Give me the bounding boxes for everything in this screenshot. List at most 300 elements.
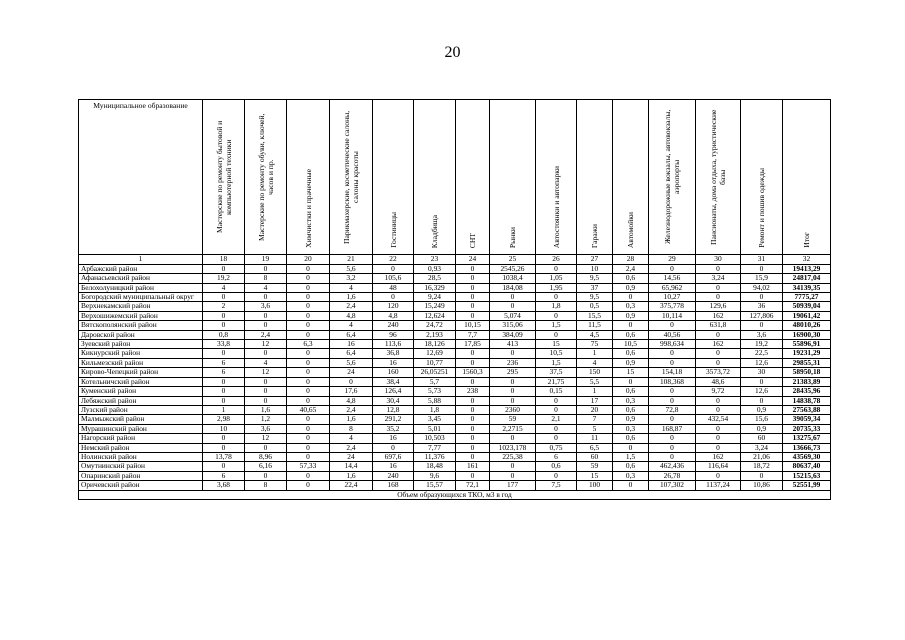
value-cell: 94,02 [741, 283, 783, 292]
value-cell: 16,329 [414, 283, 456, 292]
value-cell: 0 [536, 311, 577, 320]
column-header [414, 100, 456, 255]
value-cell: 30 [741, 368, 783, 377]
value-cell: 5,73 [414, 387, 456, 396]
municipality-name: Котельничский район [79, 377, 203, 386]
value-cell: 0 [536, 264, 577, 273]
value-cell: 0 [203, 396, 245, 405]
value-cell: 7 [577, 415, 613, 424]
table-row [79, 321, 831, 330]
municipality-name: Опаринский район [79, 471, 203, 480]
value-cell: 0 [287, 415, 330, 424]
value-cell: 0 [373, 293, 414, 302]
value-cell: 0 [649, 415, 696, 424]
value-cell: 12,6 [741, 387, 783, 396]
value-cell: 240 [373, 471, 414, 480]
value-cell: 0 [741, 264, 783, 273]
value-cell: 30,4 [373, 396, 414, 405]
table-row [79, 396, 831, 405]
value-cell: 0,9 [613, 415, 649, 424]
value-cell: 0 [287, 434, 330, 443]
value-cell: 6,4 [330, 330, 373, 339]
value-cell: 22,4 [330, 481, 373, 490]
value-cell: 631,8 [696, 321, 741, 330]
total-cell: 13666,73 [783, 443, 831, 452]
value-cell: 5,88 [414, 396, 456, 405]
value-cell: 2 [203, 302, 245, 311]
value-cell: 0 [287, 471, 330, 480]
value-cell: 462,436 [649, 462, 696, 471]
value-cell: 12,8 [373, 405, 414, 414]
value-cell: 18,48 [414, 462, 456, 471]
value-cell: 1,05 [536, 274, 577, 283]
value-cell: 0 [490, 462, 536, 471]
total-cell: 7775,27 [783, 293, 831, 302]
value-cell: 59 [577, 462, 613, 471]
table-row [79, 264, 831, 273]
value-cell: 0 [245, 321, 287, 330]
value-cell: 3,2 [330, 274, 373, 283]
value-cell: 72,8 [649, 405, 696, 414]
value-cell: 0,6 [613, 405, 649, 414]
value-cell: 0 [287, 330, 330, 339]
value-cell: 1,8 [536, 302, 577, 311]
value-cell: 10,503 [414, 434, 456, 443]
value-cell: 0,9 [613, 358, 649, 367]
value-cell: 26,78 [649, 471, 696, 480]
value-cell: 0 [287, 293, 330, 302]
value-cell: 10,5 [536, 349, 577, 358]
value-cell: 0 [696, 396, 741, 405]
value-cell: 0,6 [613, 434, 649, 443]
total-cell: 13275,67 [783, 434, 831, 443]
value-cell: 60 [577, 452, 613, 461]
column-number: 22 [373, 255, 414, 264]
value-cell: 160 [373, 368, 414, 377]
value-cell: 154,18 [649, 368, 696, 377]
value-cell: 0,5 [577, 302, 613, 311]
value-cell: 0,6 [613, 349, 649, 358]
page-number: 20 [444, 44, 461, 61]
value-cell: 384,09 [490, 330, 536, 339]
value-cell: 8,96 [245, 452, 287, 461]
value-cell: 2545,26 [490, 264, 536, 273]
column-header-label: Гаражи [590, 223, 599, 248]
column-header [577, 100, 613, 255]
value-cell: 1,2 [245, 415, 287, 424]
value-cell: 12,624 [414, 311, 456, 320]
value-cell: 15 [577, 471, 613, 480]
table-row [79, 358, 831, 367]
value-cell: 24 [330, 368, 373, 377]
value-cell: 3,6 [245, 424, 287, 433]
value-cell: 38,4 [373, 377, 414, 386]
value-cell: 26,05251 [414, 368, 456, 377]
value-cell: 15,9 [741, 274, 783, 283]
value-cell: 0,15 [536, 387, 577, 396]
value-cell: 10 [203, 424, 245, 433]
column-number: 27 [577, 255, 613, 264]
value-cell: 120 [373, 302, 414, 311]
column-header-label: Итог [802, 232, 811, 248]
value-cell: 0 [456, 302, 490, 311]
value-cell: 697,6 [373, 452, 414, 461]
value-cell: 0 [456, 405, 490, 414]
column-header [287, 100, 330, 255]
total-cell: 19413,29 [783, 264, 831, 273]
value-cell: 108,368 [649, 377, 696, 386]
value-cell: 0 [456, 311, 490, 320]
value-cell: 10,15 [456, 321, 490, 330]
value-cell: 0 [696, 283, 741, 292]
value-cell: 24,72 [414, 321, 456, 330]
value-cell: 37,5 [536, 368, 577, 377]
value-cell: 4,5 [577, 330, 613, 339]
value-cell: 4,8 [330, 396, 373, 405]
value-cell: 9,6 [414, 471, 456, 480]
value-cell: 0 [245, 264, 287, 273]
value-cell: 0 [649, 264, 696, 273]
value-cell: 0 [203, 443, 245, 452]
value-cell: 7,5 [536, 481, 577, 490]
column-header [613, 100, 649, 255]
value-cell: 0 [245, 471, 287, 480]
value-cell: 100 [577, 481, 613, 490]
table-row [79, 368, 831, 377]
value-cell: 5,6 [330, 358, 373, 367]
municipality-name: Даровской район [79, 330, 203, 339]
municipality-name: Белохолуницкий район [79, 283, 203, 292]
value-cell: 236 [490, 358, 536, 367]
column-header-label: Железнодорожные вокзалы, автовокзалы, аэропорты [663, 109, 681, 245]
value-cell: 127,806 [741, 311, 783, 320]
value-cell: 0 [287, 274, 330, 283]
value-cell: 10,77 [414, 358, 456, 367]
value-cell: 16 [373, 462, 414, 471]
value-cell: 9,5 [577, 293, 613, 302]
value-cell: 107,302 [649, 481, 696, 490]
value-cell: 0 [287, 358, 330, 367]
column-header [696, 100, 741, 255]
value-cell: 0 [287, 377, 330, 386]
value-cell: 36,8 [373, 349, 414, 358]
value-cell: 0 [203, 349, 245, 358]
value-cell: 0 [287, 368, 330, 377]
value-cell: 0 [456, 293, 490, 302]
value-cell: 432,54 [696, 415, 741, 424]
value-cell: 12 [245, 434, 287, 443]
value-cell: 162 [696, 311, 741, 320]
value-cell: 36 [741, 302, 783, 311]
total-cell: 19061,42 [783, 311, 831, 320]
value-cell: 0 [536, 471, 577, 480]
value-cell: 1560,3 [456, 368, 490, 377]
value-cell: 15,249 [414, 302, 456, 311]
column-header-label: Химчистки и прачечные [303, 169, 313, 248]
value-cell: 15,5 [577, 311, 613, 320]
value-cell: 375,778 [649, 302, 696, 311]
value-cell: 0 [203, 462, 245, 471]
value-cell: 0 [287, 396, 330, 405]
municipality-name: Кикнурский район [79, 349, 203, 358]
value-cell: 0 [696, 471, 741, 480]
value-cell: 16 [373, 434, 414, 443]
value-cell: 162 [696, 452, 741, 461]
value-cell: 0 [330, 377, 373, 386]
column-number: 20 [287, 255, 330, 264]
value-cell: 4 [577, 358, 613, 367]
value-cell: 1,5 [613, 452, 649, 461]
total-cell: 15215,63 [783, 471, 831, 480]
value-cell: 0 [490, 293, 536, 302]
value-cell: 12,6 [741, 358, 783, 367]
value-cell: 13,78 [203, 452, 245, 461]
value-cell: 0 [649, 434, 696, 443]
value-cell: 161 [456, 462, 490, 471]
value-cell: 0,6 [613, 462, 649, 471]
column-numbers-row [79, 255, 831, 264]
value-cell: 6,3 [287, 340, 330, 349]
value-cell: 40,65 [287, 405, 330, 414]
value-cell: 162 [696, 340, 741, 349]
value-cell: 17,85 [456, 340, 490, 349]
value-cell: 1,95 [536, 283, 577, 292]
value-cell: 4 [245, 358, 287, 367]
municipality-name: Омутнинский район [79, 462, 203, 471]
column-header-label: Мастерские по ремонту бытовой и компьютерной техники [214, 120, 233, 234]
value-cell: 0,3 [613, 302, 649, 311]
column-header-label: СНТ [468, 232, 477, 248]
value-cell: 0 [287, 302, 330, 311]
value-cell: 18,72 [741, 462, 783, 471]
value-cell: 15 [613, 368, 649, 377]
value-cell: 1 [577, 387, 613, 396]
table-row [79, 293, 831, 302]
value-cell: 0,9 [613, 283, 649, 292]
value-cell: 168 [373, 481, 414, 490]
value-cell: 150 [577, 368, 613, 377]
value-cell: 0 [203, 264, 245, 273]
table-row [79, 405, 831, 414]
total-cell: 34139,35 [783, 283, 831, 292]
value-cell: 0 [287, 283, 330, 292]
column-number: 23 [414, 255, 456, 264]
value-cell: 5,074 [490, 311, 536, 320]
value-cell: 24 [330, 452, 373, 461]
value-cell: 0 [613, 377, 649, 386]
value-cell: 3,68 [203, 481, 245, 490]
value-cell: 0,6 [613, 387, 649, 396]
value-cell: 4 [330, 321, 373, 330]
value-cell: 168,87 [649, 424, 696, 433]
table-row [79, 452, 831, 461]
value-cell: 0 [456, 349, 490, 358]
value-cell: 2,1 [536, 415, 577, 424]
value-cell: 5,01 [414, 424, 456, 433]
value-cell: 1023,178 [490, 443, 536, 452]
value-cell: 3,6 [741, 330, 783, 339]
total-cell: 20735,33 [783, 424, 831, 433]
value-cell: 0 [456, 358, 490, 367]
value-cell: 3,24 [696, 274, 741, 283]
column-header [203, 100, 245, 255]
value-cell: 0 [203, 311, 245, 320]
value-cell: 0 [287, 481, 330, 490]
value-cell: 1 [577, 349, 613, 358]
value-cell: 295 [490, 368, 536, 377]
value-cell: 291,2 [373, 415, 414, 424]
tko-volume-table [78, 99, 831, 500]
value-cell: 3573,72 [696, 368, 741, 377]
value-cell: 1,5 [536, 321, 577, 330]
municipality-name: Верхнекамский район [79, 302, 203, 311]
value-cell: 17,6 [330, 387, 373, 396]
value-cell: 5,5 [577, 377, 613, 386]
value-cell: 0 [287, 311, 330, 320]
value-cell: 0 [649, 349, 696, 358]
value-cell: 1,8 [414, 405, 456, 414]
table-row [79, 415, 831, 424]
value-cell: 4 [330, 283, 373, 292]
column-number: 1 [79, 255, 203, 264]
value-cell: 6,5 [577, 443, 613, 452]
value-cell: 2,98 [203, 415, 245, 424]
municipality-name: Кирово-Чепецкий район [79, 368, 203, 377]
value-cell: 1,6 [245, 405, 287, 414]
value-cell: 28,5 [414, 274, 456, 283]
value-cell: 0 [696, 293, 741, 302]
value-cell: 2,2715 [490, 424, 536, 433]
table-row [79, 377, 831, 386]
value-cell: 10 [577, 264, 613, 273]
value-cell: 11 [577, 434, 613, 443]
municipality-name: Оричевский район [79, 481, 203, 490]
value-cell: 0,9 [741, 424, 783, 433]
value-cell: 0 [245, 293, 287, 302]
value-cell: 2,4 [613, 264, 649, 273]
value-cell: 0 [536, 424, 577, 433]
value-cell: 105,6 [373, 274, 414, 283]
total-cell: 52551,99 [783, 481, 831, 490]
value-cell: 0 [741, 321, 783, 330]
value-cell: 0 [456, 452, 490, 461]
value-cell: 16 [373, 358, 414, 367]
total-cell: 19231,29 [783, 349, 831, 358]
value-cell: 0 [613, 443, 649, 452]
value-cell: 6 [536, 452, 577, 461]
value-cell: 116,64 [696, 462, 741, 471]
value-cell: 184,08 [490, 283, 536, 292]
value-cell: 8 [245, 481, 287, 490]
municipality-name: Кильмезский район [79, 358, 203, 367]
value-cell: 7,7 [456, 330, 490, 339]
value-cell: 0,6 [536, 462, 577, 471]
value-cell: 126,4 [373, 387, 414, 396]
value-cell: 0 [696, 349, 741, 358]
column-number: 32 [783, 255, 831, 264]
table-row [79, 387, 831, 396]
value-cell: 0 [649, 443, 696, 452]
municipality-name: Верхошижемский район [79, 311, 203, 320]
municipality-name: Лебяжский район [79, 396, 203, 405]
value-cell: 315,06 [490, 321, 536, 330]
value-cell: 0 [536, 396, 577, 405]
total-cell: 21383,89 [783, 377, 831, 386]
value-cell: 22,5 [741, 349, 783, 358]
total-cell: 58950,18 [783, 368, 831, 377]
value-cell: 225,38 [490, 452, 536, 461]
value-cell: 1,6 [330, 471, 373, 480]
value-cell: 14,4 [330, 462, 373, 471]
value-cell: 0 [741, 377, 783, 386]
value-cell: 2,4 [330, 302, 373, 311]
header-row [79, 100, 831, 255]
value-cell: 0,3 [613, 424, 649, 433]
value-cell: 0 [490, 471, 536, 480]
footer-row [79, 490, 831, 499]
municipality-name: Мурашинский район [79, 424, 203, 433]
value-cell: 0 [696, 443, 741, 452]
value-cell: 0 [203, 377, 245, 386]
municipality-name: Нагорский район [79, 434, 203, 443]
value-cell: 5,7 [414, 377, 456, 386]
value-cell: 0 [245, 349, 287, 358]
municipality-name: Вятскополянский район [79, 321, 203, 330]
value-cell: 2,4 [330, 405, 373, 414]
column-header [649, 100, 696, 255]
value-cell: 12 [245, 368, 287, 377]
column-number: 29 [649, 255, 696, 264]
total-cell: 43569,30 [783, 452, 831, 461]
value-cell: 18,126 [414, 340, 456, 349]
column-header [783, 100, 831, 255]
value-cell: 57,33 [287, 462, 330, 471]
value-cell: 0 [456, 424, 490, 433]
value-cell: 0 [490, 349, 536, 358]
column-header [456, 100, 490, 255]
value-cell: 0 [536, 405, 577, 414]
value-cell: 0 [456, 283, 490, 292]
value-cell: 3,6 [245, 302, 287, 311]
value-cell: 0 [287, 264, 330, 273]
value-cell: 0 [456, 264, 490, 273]
value-cell: 0 [613, 293, 649, 302]
value-cell: 0 [203, 293, 245, 302]
column-header [490, 100, 536, 255]
value-cell: 15,57 [414, 481, 456, 490]
municipality-name: Малмыжский район [79, 415, 203, 424]
municipality-name: Зуевский район [79, 340, 203, 349]
value-cell: 0 [203, 321, 245, 330]
value-cell: 0 [456, 377, 490, 386]
column-number: 30 [696, 255, 741, 264]
value-cell: 14,56 [649, 274, 696, 283]
value-cell: 1,6 [330, 293, 373, 302]
column-header-label: Гостиницы [388, 212, 398, 248]
table-row [79, 283, 831, 292]
value-cell: 10,27 [649, 293, 696, 302]
table-row [79, 302, 831, 311]
table-row [79, 349, 831, 358]
value-cell: 0 [741, 293, 783, 302]
value-cell: 0 [287, 424, 330, 433]
value-cell: 0 [245, 443, 287, 452]
total-cell: 29855,31 [783, 358, 831, 367]
municipality-name: Лузский район [79, 405, 203, 414]
value-cell: 0 [649, 358, 696, 367]
column-header-label: Мастерские по ремонту обуви, ключей, часов и пр. [256, 113, 275, 241]
value-cell: 0,9 [613, 311, 649, 320]
